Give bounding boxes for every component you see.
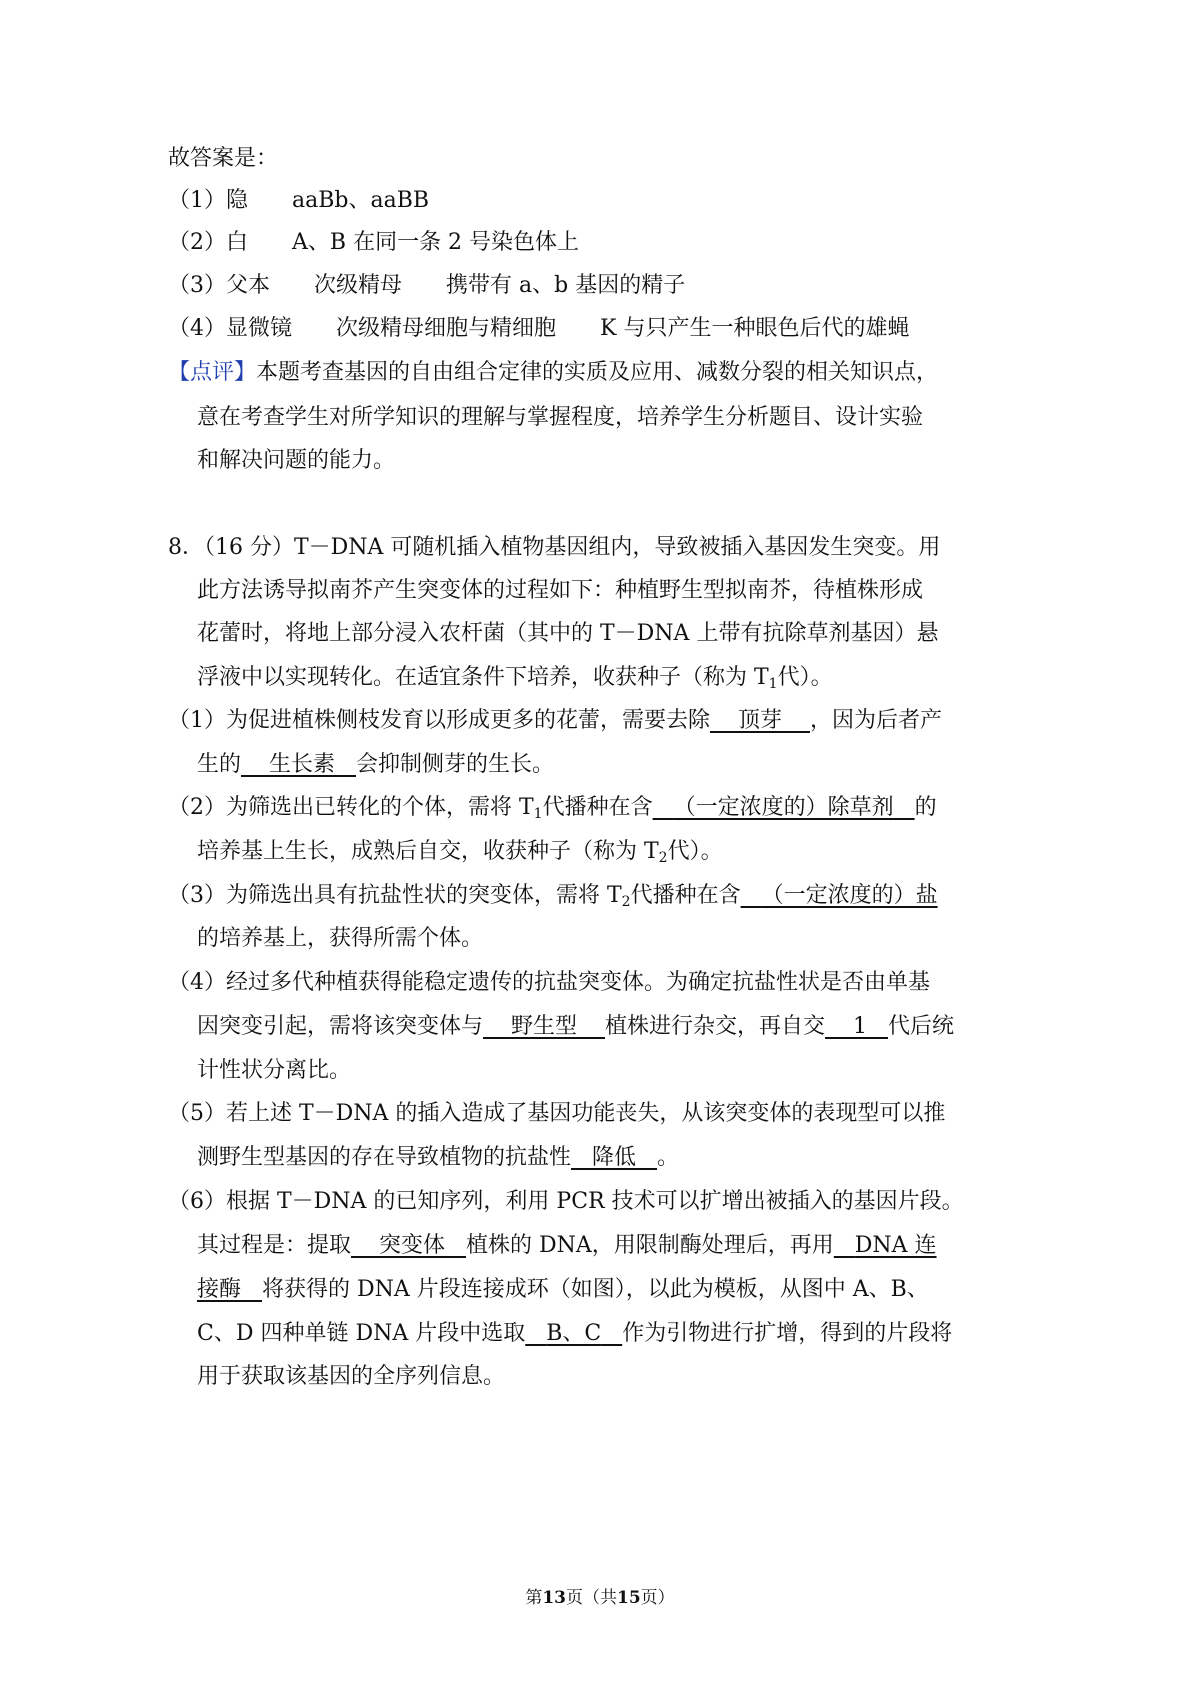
part-6-line-3 [197, 1275, 929, 1305]
part-text: （3）为筛选出具有抗盐性状的突变体，需将 T [168, 883, 622, 908]
answer-text: 携带有 a、b 基因的精子 [446, 273, 686, 298]
footer-text: 页（共 [566, 1588, 617, 1608]
blank-answer: 接酶 [197, 1277, 242, 1302]
part-text: 植株进行杂交，再自交 [605, 1014, 826, 1039]
answer-text: A、B 在同一条 2 号染色体上 [292, 230, 580, 255]
part-2-line-2 [197, 837, 723, 867]
question-stem-line: 8．（16 分）T－DNA 可随机插入植物基因组内，导致被插入基因发生突变。用 [168, 535, 941, 560]
answer-blank [241, 752, 356, 777]
answer-line-4 [168, 314, 909, 344]
answer-blank [351, 1233, 466, 1258]
part-1-line-1 [168, 706, 942, 736]
blank-answer: 突变体 [379, 1233, 446, 1258]
comment-line-1 [168, 358, 938, 388]
subscript: 2 [621, 894, 631, 910]
part-4-line-1: （4）经过多代种植获得能稳定遗传的抗盐突变体。为确定抗盐性状是否由单基 [168, 970, 930, 995]
footer-text: 页） [640, 1588, 675, 1608]
blank-answer: 降低 [592, 1145, 637, 1170]
answer-text: 次级精母细胞与精细胞 [336, 316, 557, 341]
part-text: 代）。 [667, 839, 723, 864]
part-text: C、D 四种单链 DNA 片段中选取 [197, 1321, 526, 1346]
answer-text: aaBb、aaBB [292, 188, 430, 213]
answer-number: （4） [168, 316, 226, 341]
blank-answer: 生长素 [269, 752, 336, 777]
part-text: 测野生型基因的存在导致植物的抗盐性 [197, 1145, 572, 1170]
answer-text: 次级精母 [314, 273, 403, 298]
part-1-line-2 [197, 750, 554, 780]
total-pages: 15 [617, 1588, 641, 1608]
part-text: ，因为后者产 [809, 708, 942, 733]
answer-line-1 [168, 186, 429, 216]
part-4-line-3: 计性状分离比。 [197, 1058, 352, 1083]
question-stem-line [197, 663, 833, 693]
answer-line-2 [168, 228, 579, 258]
footer-text: 第 [525, 1588, 543, 1608]
subscript: 1 [533, 806, 543, 822]
blank-answer: DNA 连 [854, 1233, 937, 1258]
answer-text: 父本 [226, 273, 271, 298]
part-text: 代后统 [887, 1014, 954, 1039]
question-stem-line: 花蕾时，将地上部分浸入农杆菌（其中的 T－DNA 上带有抗除草剂基因）悬 [197, 621, 939, 646]
part-text: 代播种在含 [542, 795, 653, 820]
answer-text: 显微镜 [226, 316, 293, 341]
part-4-line-2 [197, 1012, 954, 1042]
answer-blank [571, 1145, 657, 1170]
comment-line-2: 意在考查学生对所学知识的理解与掌握程度，培养学生分析题目、设计实验 [197, 405, 924, 430]
part-text: 代播种在含 [630, 883, 741, 908]
part-text: 其过程是：提取 [197, 1233, 352, 1258]
answer-blank [710, 708, 810, 733]
answer-line-3 [168, 271, 685, 301]
answer-blank [525, 1321, 622, 1346]
part-text: 培养基上生长，成熟后自交，收获种子（称为 T [197, 839, 659, 864]
blank-answer: 野生型 [511, 1014, 578, 1039]
stem-text: 代）。 [777, 665, 833, 690]
answer-blank [741, 883, 938, 908]
part-text: 因突变引起，需将该突变体与 [197, 1014, 484, 1039]
comment-line-3: 和解决问题的能力。 [197, 448, 396, 473]
answer-number: （2） [168, 230, 226, 255]
subscript: 1 [768, 676, 778, 692]
part-5-line-2 [197, 1143, 679, 1173]
blank-answer: （一定浓度的）除草剂 [673, 795, 894, 820]
answer-blank [825, 1014, 888, 1039]
blank-answer: （一定浓度的）盐 [761, 883, 938, 908]
answer-intro: 故答案是： [168, 146, 279, 171]
part-text: 植株的 DNA，用限制酶处理后，再用 [466, 1233, 834, 1258]
part-text: 作为引物进行扩增，得到的片段将 [622, 1321, 953, 1346]
part-text: （1）为促进植株侧枝发育以形成更多的花蕾，需要去除 [168, 708, 710, 733]
blank-answer: 顶芽 [737, 708, 782, 733]
part-6-line-4 [197, 1319, 952, 1349]
answer-text: 白 [226, 230, 249, 255]
page-footer [0, 1586, 1200, 1610]
part-text: 生的 [197, 752, 242, 777]
subscript: 2 [658, 850, 668, 866]
comment-tag: 【点评】 [168, 360, 257, 385]
part-5-line-1: （5）若上述 T－DNA 的插入造成了基因功能丧失，从该突变体的表现型可以推 [168, 1101, 946, 1126]
part-text: （2）为筛选出已转化的个体，需将 T [168, 795, 534, 820]
answer-blank [483, 1014, 605, 1039]
question-stem-line: 此方法诱导拟南芥产生突变体的过程如下：种植野生型拟南芥，待植株形成 [197, 578, 924, 603]
blank-answer: 1 [853, 1014, 867, 1039]
page-number: 13 [542, 1588, 566, 1608]
stem-text: 浮液中以实现转化。在适宜条件下培养，收获种子（称为 T [197, 665, 769, 690]
part-2-line-1 [168, 793, 937, 823]
part-6-line-5: 用于获取该基因的全序列信息。 [197, 1364, 506, 1389]
answer-text: K 与只产生一种眼色后代的雄蝇 [600, 316, 910, 341]
part-3-line-2: 的培养基上，获得所需个体。 [197, 926, 484, 951]
part-3-line-1 [168, 881, 938, 911]
part-text: 将获得的 DNA 片段连接成环（如图），以此为模板，从图中 A、B、 [262, 1277, 929, 1302]
part-text: 。 [657, 1145, 680, 1170]
part-text: 会抑制侧芽的生长。 [356, 752, 555, 777]
answer-number: （1） [168, 188, 226, 213]
answer-number: （3） [168, 273, 226, 298]
part-6-line-1: （6）根据 T－DNA 的已知序列，利用 PCR 技术可以扩增出被插入的基因片段。 [168, 1189, 964, 1214]
blank-answer: B、C [546, 1321, 602, 1346]
answer-blank [834, 1233, 937, 1258]
answer-blank [653, 795, 915, 820]
part-text: 的 [914, 795, 937, 820]
comment-text: 本题考查基因的自由组合定律的实质及应用、减数分裂的相关知识点， [256, 360, 939, 385]
part-6-line-2 [197, 1231, 937, 1261]
answer-blank [197, 1277, 262, 1302]
answer-text: 隐 [226, 188, 249, 213]
